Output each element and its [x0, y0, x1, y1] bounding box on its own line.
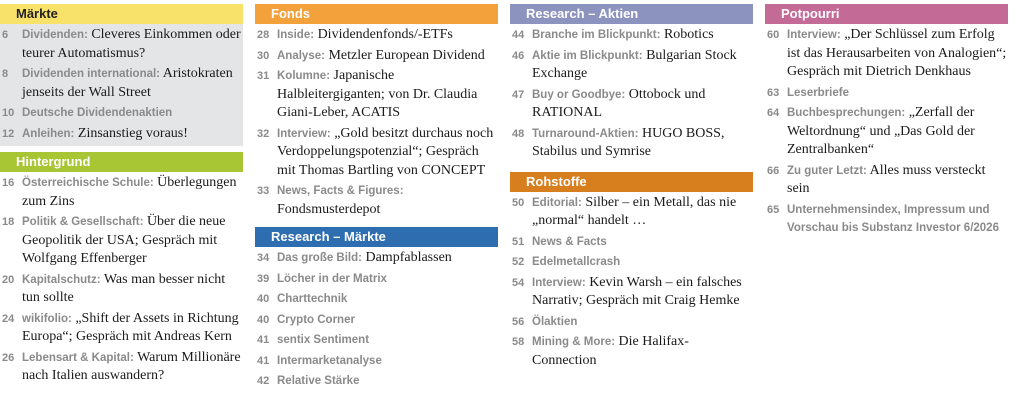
- page-number: 41: [257, 334, 270, 346]
- toc-entry[interactable]: [255, 372, 498, 391]
- page-number: 66: [767, 164, 780, 177]
- column-2: [255, 4, 498, 391]
- page-number: 60: [767, 29, 780, 41]
- toc-entry[interactable]: [510, 125, 753, 162]
- page-number: 8: [2, 68, 9, 80]
- entry-keyword: Unternehmensindex, Impressum und Vorschau bis Substanz Investor 6/2026: [787, 203, 999, 234]
- entry-keyword: Branche im Blickpunkt:: [532, 29, 661, 41]
- entry-keyword: Aktie im Blickpunkt:: [532, 49, 643, 62]
- entry-keyword: Deutsche Dividendenaktien: [22, 107, 173, 119]
- entry-keyword: Anleihen:: [22, 127, 75, 140]
- entry-title: Silber – ein Metall, das nie „normal“ handelt …: [532, 194, 737, 228]
- toc-entry[interactable]: [510, 313, 753, 332]
- entry-keyword: Politik & Gesellschaft:: [22, 216, 144, 228]
- entry-title: „Gold besitzt durchaus noch Verdoppelungspotenzial“; Gespräch mit Thomas Bartling von CONCEPT: [277, 125, 494, 178]
- entry-keyword: sentix Sentiment: [277, 334, 370, 346]
- entry-title: Japanische Halbleitergiganten; von Dr. Claudia Giani-Leber, ACATIS: [277, 68, 478, 120]
- entry-title: Die Halifax-Connection: [532, 334, 689, 368]
- entry-keyword: Löcher in der Matrix: [277, 272, 387, 285]
- toc-entry[interactable]: [255, 249, 498, 268]
- entry-keyword: Charttechnik: [277, 293, 348, 305]
- page-number: 16: [2, 177, 15, 189]
- page-number: 63: [767, 86, 780, 99]
- entry-keyword: Kolumne:: [277, 70, 331, 82]
- entry-keyword: Interview:: [532, 276, 586, 289]
- page-number: 52: [512, 256, 525, 268]
- page-number: 28: [257, 29, 270, 41]
- toc-entry[interactable]: [0, 213, 243, 269]
- toc-entry[interactable]: [510, 233, 753, 252]
- toc-entry[interactable]: [0, 125, 243, 144]
- toc-entry[interactable]: [510, 194, 753, 231]
- section-hintergrund: [0, 152, 243, 386]
- entry-title: Ottobock und RATIONAL: [532, 86, 706, 120]
- page-number: 33: [257, 185, 270, 197]
- toc-entry[interactable]: [510, 26, 753, 45]
- entry-keyword: Relative Stärke: [277, 375, 360, 387]
- entry-title: Kevin Warsh – ein falsches Narrativ; Gespräch mit Craig Hemke: [532, 274, 742, 308]
- section-rohstoffe: [510, 172, 753, 371]
- page-number: 31: [257, 70, 270, 82]
- toc-entry[interactable]: [0, 104, 243, 123]
- entry-keyword: Intermarketanalyse: [277, 354, 382, 367]
- page-number: 51: [512, 235, 525, 248]
- entry-keyword: Turnaround-Aktien:: [532, 127, 639, 140]
- toc-entry[interactable]: [0, 174, 243, 211]
- page-number: 42: [257, 375, 270, 387]
- page-number: 12: [2, 127, 15, 140]
- page-number: 40: [257, 313, 270, 326]
- page-number: 50: [512, 196, 525, 209]
- toc-entry[interactable]: [255, 182, 498, 219]
- section-fonds: [255, 4, 498, 219]
- entry-keyword: Kapitalschutz:: [22, 273, 101, 286]
- toc-entry[interactable]: [765, 26, 1008, 82]
- section-maerkte: [0, 4, 243, 146]
- entry-keyword: Mining & More:: [532, 336, 616, 348]
- entry-title: Über die neue Geopolitik der USA; Gespräch mit Wolfgang Effenberger: [22, 214, 226, 266]
- section-header: Research – Aktien: [510, 4, 753, 24]
- entry-title: Alles muss versteckt sein: [787, 162, 986, 196]
- entry-title: „Shift der Assets in Richtung Europa“; Gespräch mit Andreas Kern: [22, 310, 239, 344]
- page-number: 30: [257, 49, 270, 62]
- toc-entry[interactable]: [510, 253, 753, 272]
- entry-title: „Der Schlüssel zum Erfolg ist das Herausarbeiten von Analogien“; Gespräch mit Dietrich Denkhaus: [787, 27, 1007, 79]
- toc-entry[interactable]: [510, 333, 753, 370]
- toc-entry[interactable]: [255, 125, 498, 181]
- section-potpourri: [765, 4, 1008, 238]
- entry-keyword: News, Facts & Figures:: [277, 185, 404, 197]
- page-number: 46: [512, 49, 525, 62]
- toc-entry[interactable]: [0, 26, 243, 63]
- toc-entry[interactable]: [255, 311, 498, 330]
- toc-entry[interactable]: [255, 331, 498, 350]
- page-number: 41: [257, 354, 270, 367]
- toc-entry[interactable]: [255, 352, 498, 371]
- entry-keyword: Zu guter Letzt:: [787, 164, 867, 177]
- entry-title: HUGO BOSS, Stabilus und Symrise: [532, 125, 725, 159]
- entry-title: Dividendenfonds/-ETFs: [314, 27, 453, 42]
- page-number: 64: [767, 107, 780, 119]
- entry-keyword: Inside:: [277, 29, 315, 41]
- entry-title: Cleveres Einkommen oder teurer Automatismus?: [22, 27, 241, 61]
- toc-entry[interactable]: [765, 104, 1008, 160]
- entry-keyword: Das große Bild:: [277, 252, 362, 264]
- section-header: Fonds: [255, 4, 498, 24]
- column-1: [0, 4, 243, 386]
- toc-entry[interactable]: [255, 26, 498, 45]
- page-number: 24: [2, 312, 15, 325]
- entry-title: Was man besser nicht tun sollte: [22, 271, 226, 305]
- column-4: [765, 4, 1008, 238]
- entry-title: Metzler European Dividend: [324, 47, 485, 63]
- page-number: 44: [512, 29, 525, 41]
- entry-keyword: Analyse:: [277, 49, 325, 62]
- entry-title: Zinsanstieg voraus!: [74, 125, 188, 141]
- page-number: 39: [257, 272, 270, 285]
- section-header: Rohstoffe: [510, 172, 753, 192]
- entry-title: Überlegungen zum Zins: [22, 175, 237, 209]
- page-number: 58: [512, 336, 525, 348]
- entry-title: Robotics: [660, 27, 714, 42]
- toc-entry[interactable]: [765, 162, 1008, 199]
- entry-title: Dampfablassen: [361, 250, 452, 265]
- toc-entry[interactable]: [0, 349, 243, 386]
- entry-keyword: Crypto Corner: [277, 313, 355, 326]
- page-number: 48: [512, 127, 525, 140]
- toc-entry[interactable]: [255, 67, 498, 123]
- entry-keyword: Interview:: [277, 127, 331, 140]
- entry-title: Bulgarian Stock Exchange: [532, 47, 737, 81]
- section-research-aktien: [510, 4, 753, 162]
- entry-keyword: Leserbriefe: [787, 86, 850, 99]
- page-number: 26: [2, 351, 15, 364]
- toc-entry[interactable]: [255, 47, 498, 66]
- toc-entry[interactable]: [510, 47, 753, 84]
- page-number: 65: [767, 203, 780, 216]
- entry-title: Aristokraten jenseits der Wall Street: [22, 66, 233, 100]
- page-number: 40: [257, 293, 270, 305]
- page-number: 18: [2, 216, 15, 228]
- entry-keyword: Lebensart & Kapital:: [22, 351, 134, 364]
- toc-entry[interactable]: [510, 86, 753, 123]
- entry-keyword: News & Facts: [532, 235, 607, 248]
- entry-title: Fondsmusterdepot: [277, 201, 381, 217]
- entry-title: Warum Millionäre nach Italien auswandern?: [22, 349, 241, 383]
- entry-keyword: Ölaktien: [532, 315, 578, 328]
- page-number: 20: [2, 273, 15, 286]
- entry-keyword: Buy or Goodbye:: [532, 88, 626, 101]
- section-research-maerkte: [255, 227, 498, 391]
- page-number: 34: [257, 252, 270, 264]
- page-number: 56: [512, 315, 525, 328]
- toc-entry[interactable]: [255, 290, 498, 309]
- entry-keyword: Edelmetallcrash: [532, 256, 621, 268]
- toc-entry[interactable]: [765, 84, 1008, 103]
- toc-entry[interactable]: [0, 65, 243, 102]
- entry-keyword: Österreichische Schule:: [22, 177, 154, 189]
- section-header: Hintergrund: [0, 152, 243, 172]
- page-number: 10: [2, 107, 15, 119]
- entry-keyword: Buchbesprechungen:: [787, 107, 906, 119]
- toc-entry[interactable]: [765, 201, 1008, 238]
- section-header: Research – Märkte: [255, 227, 498, 247]
- toc-entry[interactable]: [255, 270, 498, 289]
- page-number: 6: [2, 29, 9, 41]
- page-number: 54: [512, 276, 525, 289]
- entry-title: „Zerfall der Weltordnung“ und „Das Gold der Zentralbanken“: [787, 105, 975, 157]
- entry-keyword: wikifolio:: [22, 312, 72, 325]
- entry-keyword: Interview:: [787, 29, 841, 41]
- toc-entry[interactable]: [510, 274, 753, 311]
- entry-keyword: Dividenden:: [22, 29, 88, 41]
- toc-entry[interactable]: [0, 310, 243, 347]
- page-number: 47: [512, 88, 525, 101]
- column-3: [510, 4, 753, 370]
- section-header: Potpourri: [765, 4, 1008, 24]
- section-header: Märkte: [0, 4, 243, 24]
- toc-entry[interactable]: [0, 271, 243, 308]
- entry-keyword: Dividenden international:: [22, 68, 161, 80]
- page-number: 32: [257, 127, 270, 140]
- entry-keyword: Editorial:: [532, 196, 582, 209]
